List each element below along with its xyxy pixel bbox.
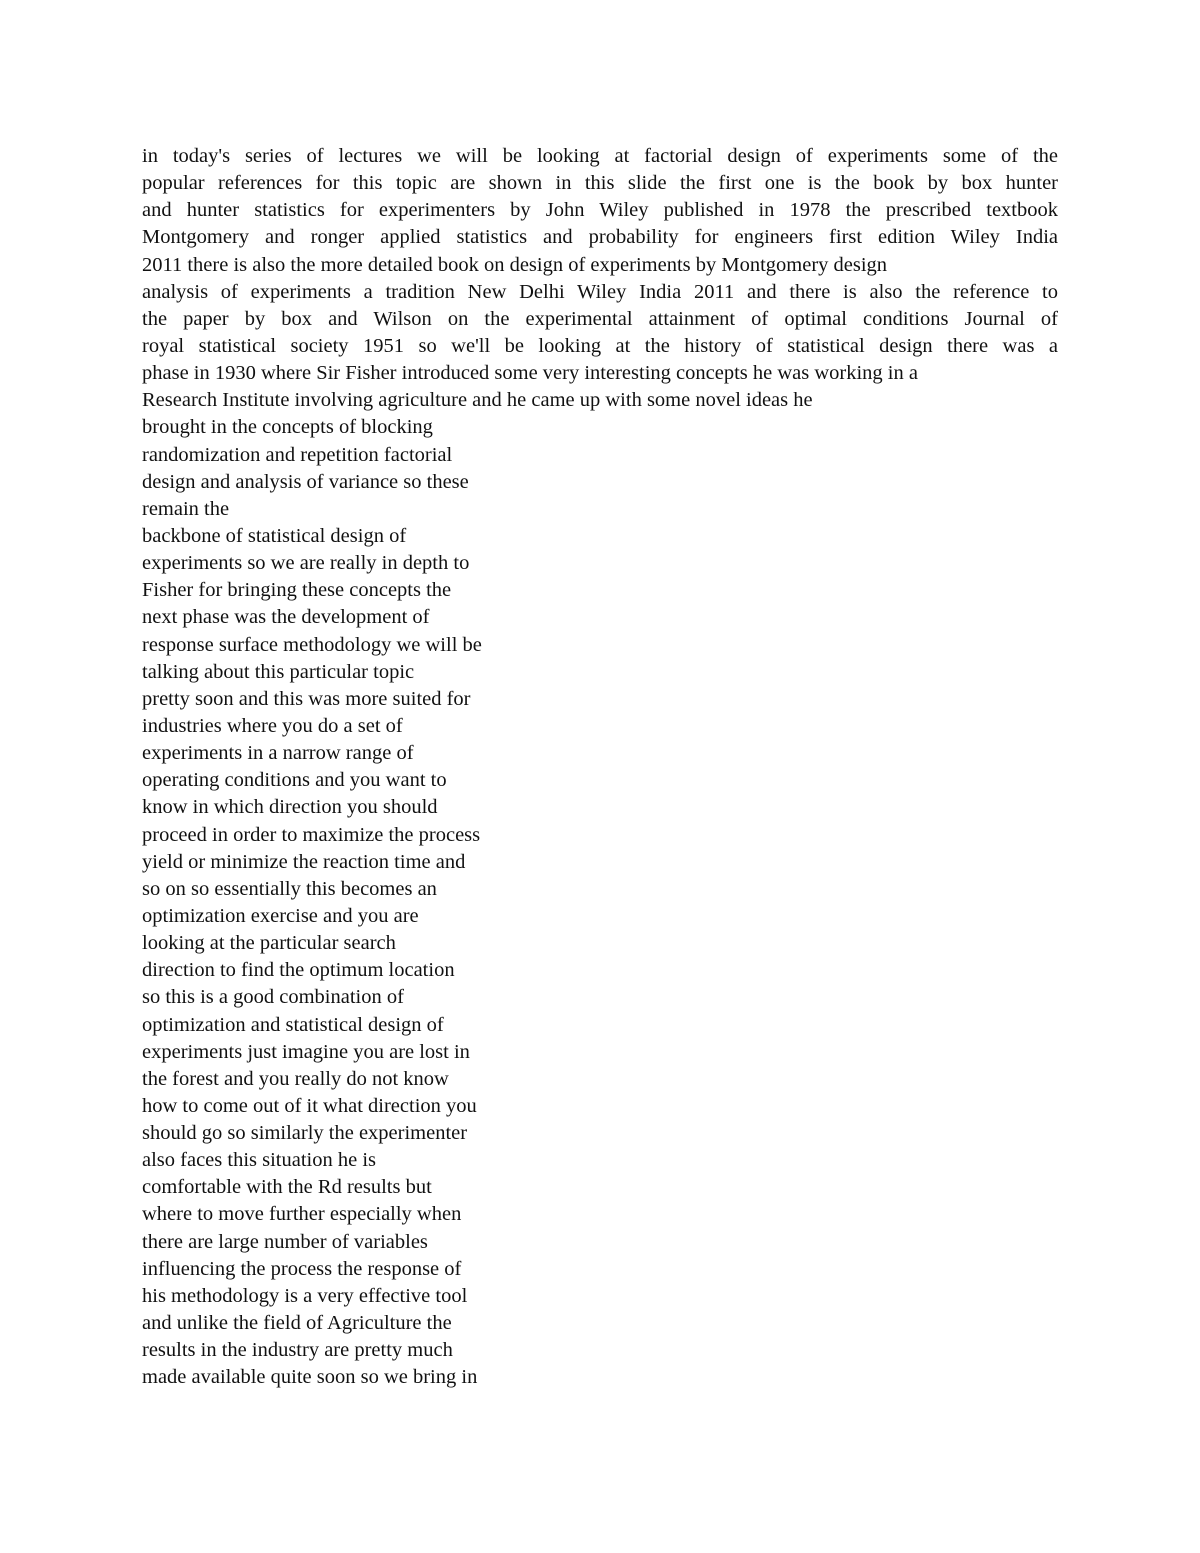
text-line: Montgomery and ronger applied statistics and probability for engineers first edition Wiley India	[142, 226, 1058, 249]
text-line: where to move further especially when	[142, 1203, 462, 1226]
text-line: the paper by box and Wilson on the experimental attainment of optimal conditions Journal of	[142, 307, 1058, 330]
text-line: talking about this particular topic	[142, 660, 415, 683]
text-line: in today's series of lectures we will be looking at factorial design of experiments some of the	[142, 145, 1058, 167]
text-line: how to come out of it what direction you	[142, 1094, 477, 1117]
text-line: popular references for this topic are shown in this slide the first one is the book by box hunter	[142, 172, 1058, 195]
text-line: influencing the process the response of	[142, 1257, 462, 1280]
text-line: randomization and repetition factorial	[142, 443, 453, 466]
text-line: should go so similarly the experimenter	[142, 1122, 468, 1145]
text-line: Fisher for bringing these concepts the	[142, 579, 452, 602]
text-line: direction to find the optimum location	[142, 959, 455, 982]
text-line: phase in 1930 where Sir Fisher introduced some very interesting concepts he was working in a	[142, 362, 918, 385]
text-line: analysis of experiments a tradition New Delhi Wiley India 2011 and there is also the reference to	[142, 280, 1058, 303]
text-line: experiments so we are really in depth to	[142, 552, 470, 575]
text-line: made available quite soon so we bring in	[142, 1366, 478, 1389]
text-line: 2011 there is also the more detailed book on design of experiments by Montgomery design	[142, 253, 888, 276]
text-line: also faces this situation he is	[142, 1149, 376, 1172]
text-line: experiments in a narrow range of	[142, 742, 414, 765]
text-line: looking at the particular search	[142, 932, 396, 955]
text-line: the forest and you really do not know	[142, 1067, 449, 1090]
text-line: Research Institute involving agriculture and he came up with some novel ideas he	[142, 389, 813, 412]
text-line: his methodology is a very effective tool	[142, 1284, 468, 1307]
text-line: results in the industry are pretty much	[142, 1339, 453, 1362]
text-line: royal statistical society 1951 so we'll be looking at the history of statistical design there was a	[142, 334, 1058, 357]
text-line: optimization and statistical design of	[142, 1013, 444, 1036]
text-line: industries where you do a set of	[142, 714, 403, 737]
text-line: there are large number of variables	[142, 1230, 428, 1253]
text-line: know in which direction you should	[142, 796, 438, 819]
text-line: brought in the concepts of blocking	[142, 416, 433, 439]
text-line: and hunter statistics for experimenters by John Wiley published in 1978 the prescribed textbook	[142, 199, 1058, 222]
text-line: comfortable with the Rd results but	[142, 1176, 432, 1199]
text-line: pretty soon and this was more suited for	[142, 687, 471, 710]
transcript-text	[142, 143, 1058, 1391]
text-line: so on so essentially this becomes an	[142, 877, 437, 900]
text-line: proceed in order to maximize the process	[142, 823, 481, 846]
text-line: experiments just imagine you are lost in	[142, 1040, 470, 1063]
text-line: optimization exercise and you are	[142, 904, 419, 927]
text-line: next phase was the development of	[142, 606, 430, 629]
text-line: remain the	[142, 497, 230, 520]
text-line: and unlike the field of Agriculture the	[142, 1312, 452, 1335]
text-line: yield or minimize the reaction time and	[142, 850, 466, 873]
text-line: backbone of statistical design of	[142, 524, 407, 547]
text-line: operating conditions and you want to	[142, 769, 447, 792]
text-line: so this is a good combination of	[142, 986, 404, 1009]
text-line: design and analysis of variance so these	[142, 470, 469, 493]
text-line: response surface methodology we will be	[142, 633, 482, 656]
